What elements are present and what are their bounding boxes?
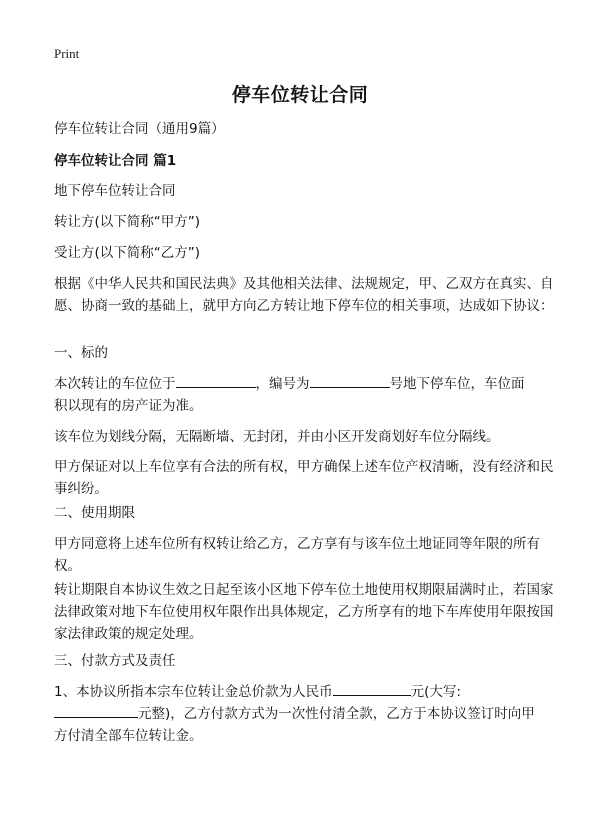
subject-text-c: 号地下停车位，车位面 (389, 376, 525, 392)
term-paragraph-1: 甲方同意将上述车位所有权转让给乙方，乙方享有与该车位土地证同等年限的所有权。 (54, 536, 540, 574)
subject-text-b: ，编号为 (255, 376, 310, 392)
subject-paragraph-line1 (54, 373, 554, 395)
contract-name: 地下停车位转让合同 (54, 183, 176, 199)
amount-words-blank[interactable] (54, 703, 138, 718)
document-subtitle: 停车位转让合同（通用9篇） (54, 121, 225, 137)
subject-paragraph-line2: 积以现有的房产证为准。 (54, 398, 203, 414)
amount-blank[interactable] (333, 681, 411, 696)
payment-text-a: 1、本协议所指本宗车位转让金总价款为人民币 (54, 684, 333, 700)
ownership-paragraph: 甲方保证对以上车位享有合法的所有权，甲方确保上述车位产权清晰，没有经济和民事纠纷。 (54, 459, 554, 497)
subject-text-a: 本次转让的车位位于 (54, 376, 176, 392)
section-title: 停车位转让合同 篇1 (54, 153, 177, 169)
payment-text-c: 元整)，乙方付款方式为一次性付清全款，乙方于本协议签订时向甲 (138, 706, 535, 722)
print-label: Print (54, 46, 80, 61)
document-title: 停车位转让合同 (231, 84, 369, 106)
party-a-line: 转让方(以下简称“甲方”) (54, 214, 201, 230)
payment-paragraph-line3: 方付清全部车位转让金。 (54, 728, 203, 744)
payment-text-b: 元(大写: (410, 684, 461, 700)
heading-payment: 三、付款方式及责任 (54, 653, 176, 669)
payment-paragraph-line1 (54, 681, 554, 703)
heading-subject: 一、标的 (54, 345, 108, 361)
intro-paragraph: 根据《中华人民共和国民法典》及其他相关法律、法规规定，甲、乙双方在真实、自愿、协商一致的基础上，就甲方向乙方转让地下停车位的相关事项，达成如下协议： (54, 276, 554, 314)
payment-paragraph-line2 (54, 703, 554, 725)
partition-paragraph: 该车位为划线分隔，无隔断墙、无封闭，并由小区开发商划好车位分隔线。 (54, 429, 500, 445)
term-paragraph-2: 转让期限自本协议生效之日起至该小区地下停车位土地使用权期限届满时止，若国家法律政策对地下车位使用权年限作出具体规定，乙方所享有的地下车库使用年限按国家法律政策的规定处理。 (54, 582, 554, 642)
number-blank[interactable] (310, 373, 390, 388)
location-blank[interactable] (176, 373, 256, 388)
heading-term: 二、使用期限 (54, 505, 135, 521)
party-b-line: 受让方(以下简称“乙方”) (54, 245, 201, 261)
